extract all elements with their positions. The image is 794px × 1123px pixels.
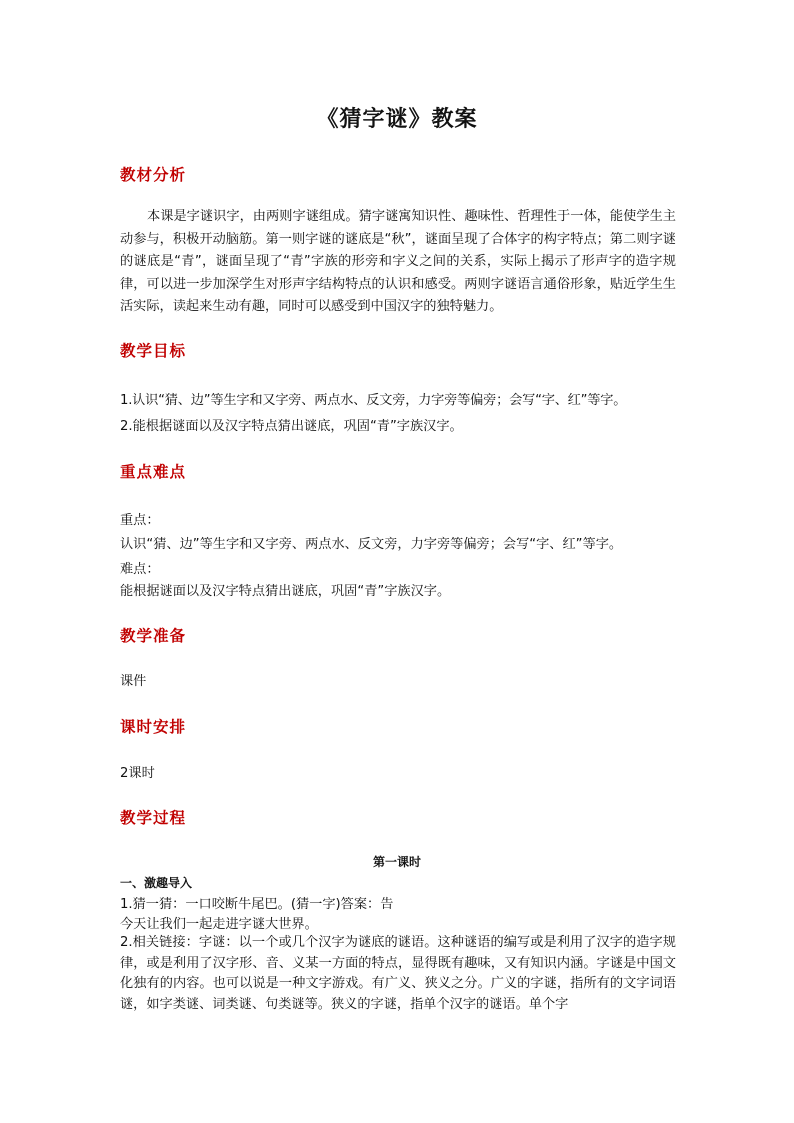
heading-teaching-preparation: 教学准备 [120, 627, 187, 645]
heading-textbook-analysis: 教材分析 [120, 166, 187, 184]
goal-item-1: 1.认识“猜、边”等生字和又字旁、两点水、反文旁，力字旁等偏旁；会写“字、红”等字。 [120, 393, 627, 408]
part-title: 一、激趣导入 [120, 876, 193, 890]
schedule-text: 2课时 [120, 766, 155, 781]
heading-lesson-schedule: 课时安排 [120, 718, 187, 736]
heading-teaching-goals: 教学目标 [120, 342, 187, 360]
heading-teaching-process: 教学过程 [120, 809, 187, 827]
difficulty-label: 难点： [120, 562, 160, 577]
analysis-paragraph: 本课是字谜识字，由两则字谜组成。猜字谜寓知识性、趣味性、哲理性于一体，能使学生主动参与，积极开动脑筋。第一则字谜的谜底是“秋”，谜面呈现了合体字的构字特点；第二则字谜的谜底是“青”，谜面呈现了“青”字族的形旁和字义之间的关系，实际上揭示了形声字的造字规律，可以进一步加深学生对形声字结构特点的认识和感受。两则字谜语言通俗形象，贴近学生生活实际，读起来生动有趣，同时可以感受到中国汉字的独特魅力。 [120, 209, 676, 314]
document-title: 《猜字谜》教案 [316, 106, 478, 132]
key-text: 认识“猜、边”等生字和又字旁、两点水、反文旁，力字旁等偏旁；会写“字、红”等字。 [120, 537, 623, 552]
key-label: 重点： [120, 513, 160, 528]
lesson-title: 第一课时 [372, 855, 421, 869]
preparation-text: 课件 [120, 674, 147, 689]
difficulty-text: 能根据谜面以及汉字特点猜出谜底，巩固“青”字族汉字。 [120, 584, 451, 599]
goal-item-2: 2.能根据谜面以及汉字特点猜出谜底，巩固“青”字族汉字。 [120, 419, 463, 434]
process-line-2: 今天让我们一起走进字谜大世界。 [120, 917, 318, 932]
heading-key-difficulties: 重点难点 [120, 463, 187, 481]
related-link-paragraph: 2.相关链接：字谜：以一个或几个汉字为谜底的谜语。这种谜语的编写或是利用了汉字的造字规律，或是利用了汉字形、音、义某一方面的特点，显得既有趣味，又有知识内涵。字谜是中国文化独有的内容。也可以说是一种文字游戏。有广义、狭义之分。广义的字谜，指所有的文字词语谜，如字类谜、词类谜、句类谜等。狭义的字谜，指单个汉字的谜语。单个字 [120, 935, 676, 1012]
process-line-1: 1.猜一猜：一口咬断牛尾巴。(猜一字)答案：告 [120, 897, 394, 912]
